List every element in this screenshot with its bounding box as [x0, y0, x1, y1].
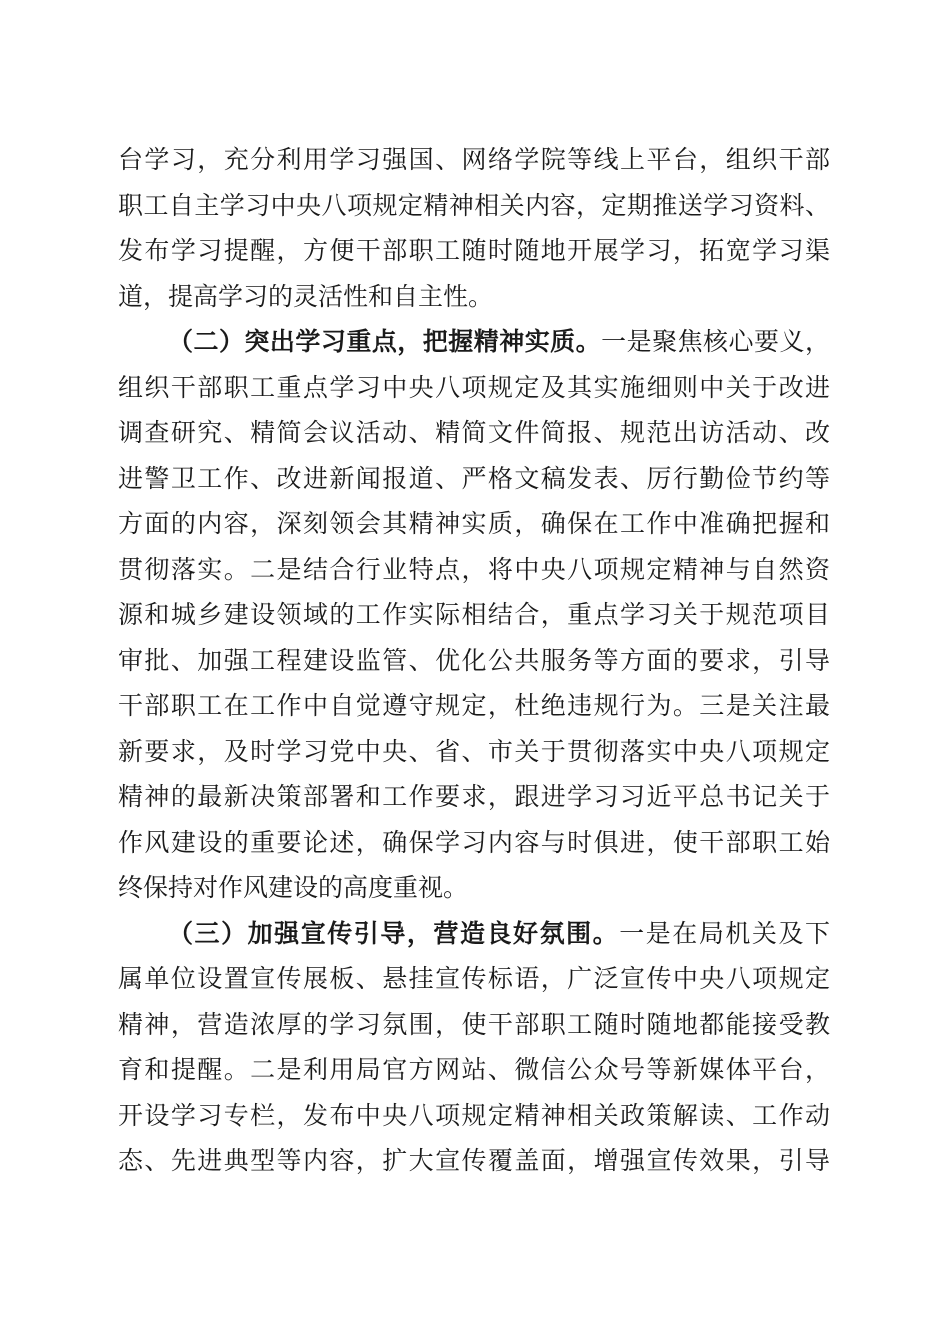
text-line: 方面的内容，深刻领会其精神实质，确保在工作中准确把握和: [118, 509, 830, 538]
text-line: 态、先进典型等内容，扩大宣传覆盖面，增强宣传效果，引导: [118, 1146, 830, 1175]
paragraph-2: [118, 319, 830, 911]
text-line: 审批、加强工程建设监管、优化公共服务等方面的要求，引导: [118, 645, 830, 675]
text-segment: 一是聚焦核心要义，: [601, 327, 830, 356]
paragraph-3: [118, 911, 830, 1184]
text-segment: 一是在局机关及下: [619, 918, 830, 948]
text-line: 属单位设置宣传展板、悬挂宣传标语，广泛宣传中央八项规定: [118, 964, 830, 993]
section-heading: （三）加强宣传引导，营造良好氛围。: [168, 918, 620, 948]
text-line: 贯彻落实。二是结合行业特点，将中央八项规定精神与自然资: [118, 554, 830, 584]
document-body: [118, 137, 830, 1184]
text-line: 育和提醒。二是利用局官方网站、微信公众号等新媒体平台，: [118, 1055, 830, 1084]
text-line: 台学习，充分利用学习强国、网络学院等线上平台，组织干部: [118, 145, 830, 174]
paragraph-1: [118, 137, 830, 319]
text-line: 新要求，及时学习党中央、省、市关于贯彻落实中央八项规定: [118, 736, 830, 766]
text-line: 源和城乡建设领域的工作实际相结合，重点学习关于规范项目: [118, 600, 830, 629]
text-line: 开设学习专栏，发布中央八项规定精神相关政策解读、工作动: [118, 1100, 830, 1130]
text-line: [118, 319, 830, 365]
text-line: 进警卫工作、改进新闻报道、严格文稿发表、厉行勤俭节约等: [118, 463, 830, 493]
section-heading: （二）突出学习重点，把握精神实质。: [168, 327, 602, 356]
text-line: 调查研究、精简会议活动、精简文件简报、规范出访活动、改: [118, 418, 830, 447]
text-line: [118, 911, 830, 957]
text-line: 终保持对作风建设的高度重视。: [118, 873, 469, 902]
text-line: 作风建设的重要论述，确保学习内容与时俱进，使干部职工始: [118, 827, 830, 857]
text-line: 精神的最新决策部署和工作要求，跟进学习习近平总书记关于: [118, 782, 830, 811]
text-line: 组织干部职工重点学习中央八项规定及其实施细则中关于改进: [118, 372, 830, 402]
text-line: 道，提高学习的灵活性和自主性。: [118, 281, 494, 311]
text-line: 发布学习提醒，方便干部职工随时随地开展学习，拓宽学习渠: [118, 236, 830, 265]
text-line: 精神，营造浓厚的学习氛围，使干部职工随时随地都能接受教: [118, 1009, 830, 1039]
text-line: 干部职工在工作中自觉遵守规定，杜绝违规行为。三是关注最: [118, 691, 830, 720]
text-line: 职工自主学习中央八项规定精神相关内容，定期推送学习资料、: [118, 190, 830, 220]
